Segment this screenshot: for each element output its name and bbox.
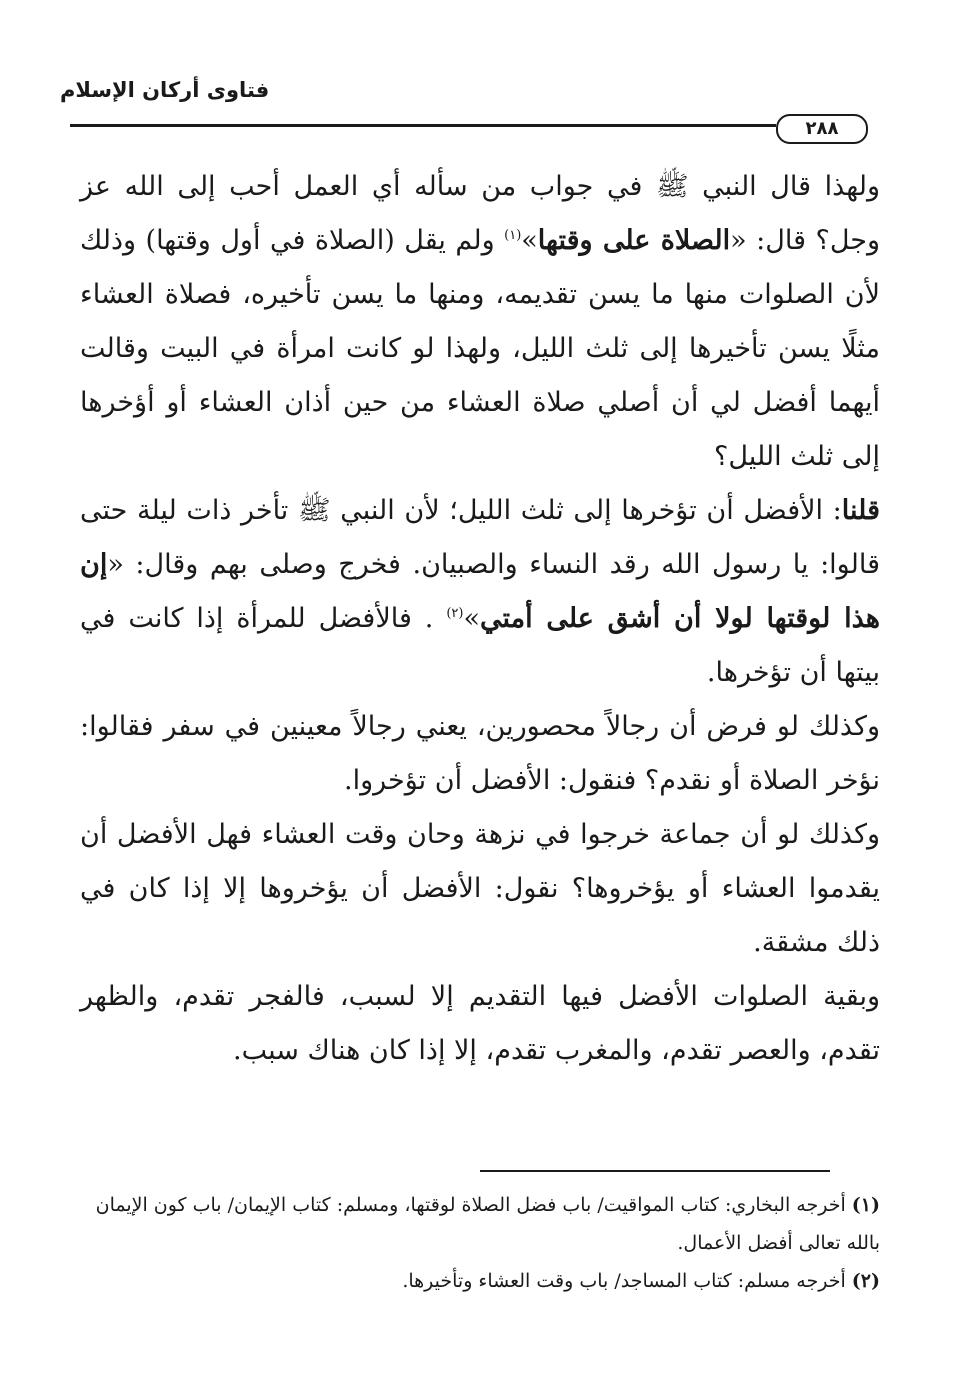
text-run: ولم يقل (الصلاة في أول وقتها) وذلك لأن الصلوات منها ما يسن تقديمه، ومنها ما يسن تأخيره، فصلاة العشاء مثلًا يسن تأخيرها إلى ثلث الليل، ولهذا لو كانت امرأة في البيت وقالت أيهما أفضل لي أن أصلي صلاة العشاء من حين أذان العشاء أو أؤخرها إلى ثلث الليل؟ [80, 225, 880, 472]
footnote-text: أخرجه البخاري: كتاب المواقيت/ باب فضل الصلاة لوقتها، ومسلم: كتاب الإيمان/ باب كون الإيمان بالله تعالى أفضل الأعمال. [95, 1194, 880, 1254]
paragraph [80, 808, 880, 970]
text-run: وكذلك لو فرض أن رجالاً محصورين، يعني رجالاً معينين في سفر فقالوا: نؤخر الصلاة أو نقدم؟ فنقول: الأفضل أن تؤخروا. [80, 711, 880, 796]
footnote-number: (١) [851, 1194, 880, 1216]
footnote-text: أخرجه مسلم: كتاب المساجد/ باب وقت العشاء وتأخيرها. [402, 1270, 846, 1292]
main-text [80, 160, 880, 1078]
text-run: : الأفضل أن تؤخرها إلى ثلث الليل؛ لأن النبي ﷺ تأخر ذات ليلة حتى قالوا: يا رسول الله رقد النساء والصبيان. فخرج وصلى بهم وقال: « [80, 495, 880, 580]
header-rule [70, 124, 776, 127]
text-run: » [521, 225, 538, 256]
footnote-reference: (٢) [446, 606, 464, 621]
paragraph [80, 160, 880, 484]
text-run: » [463, 603, 480, 634]
text-run: وكذلك لو أن جماعة خرجوا في نزهة وحان وقت العشاء فهل الأفضل أن يقدموا العشاء أو يؤخروها؟ نقول: الأفضل أن يؤخروها إلا إذا كان في ذلك مشقة. [80, 819, 880, 958]
paragraph [80, 700, 880, 808]
text-run: وبقية الصلوات الأفضل فيها التقديم إلا لسبب، فالفجر تقدم، والظهر تقدم، والعصر تقدم، والمغرب تقدم، إلا إذا كان هناك سبب. [80, 981, 880, 1066]
running-header-title: فتاوى أركان الإسلام [60, 78, 270, 102]
footnotes [80, 1186, 880, 1300]
footnote [80, 1186, 880, 1262]
emphasized-text: إن هذا لوقتها لولا أن أشق على أمتي [80, 549, 880, 634]
text-run: . فالأفضل للمرأة إذا كانت في بيتها أن تؤخرها. [80, 603, 880, 688]
footnote-separator [480, 1170, 830, 1172]
paragraph [80, 970, 880, 1078]
emphasized-text: الصلاة على وقتها [537, 225, 731, 256]
footnote-reference: (١) [504, 228, 522, 243]
text-run: ولهذا قال النبي ﷺ في جواب من سأله أي العمل أحب إلى الله عز وجل؟ قال: « [80, 171, 880, 256]
page-number: ٢٨٨ [776, 114, 868, 144]
footnote [80, 1262, 880, 1300]
paragraph [80, 484, 880, 700]
footnote-number: (٢) [851, 1270, 880, 1292]
emphasized-text: قلنا [841, 495, 880, 526]
